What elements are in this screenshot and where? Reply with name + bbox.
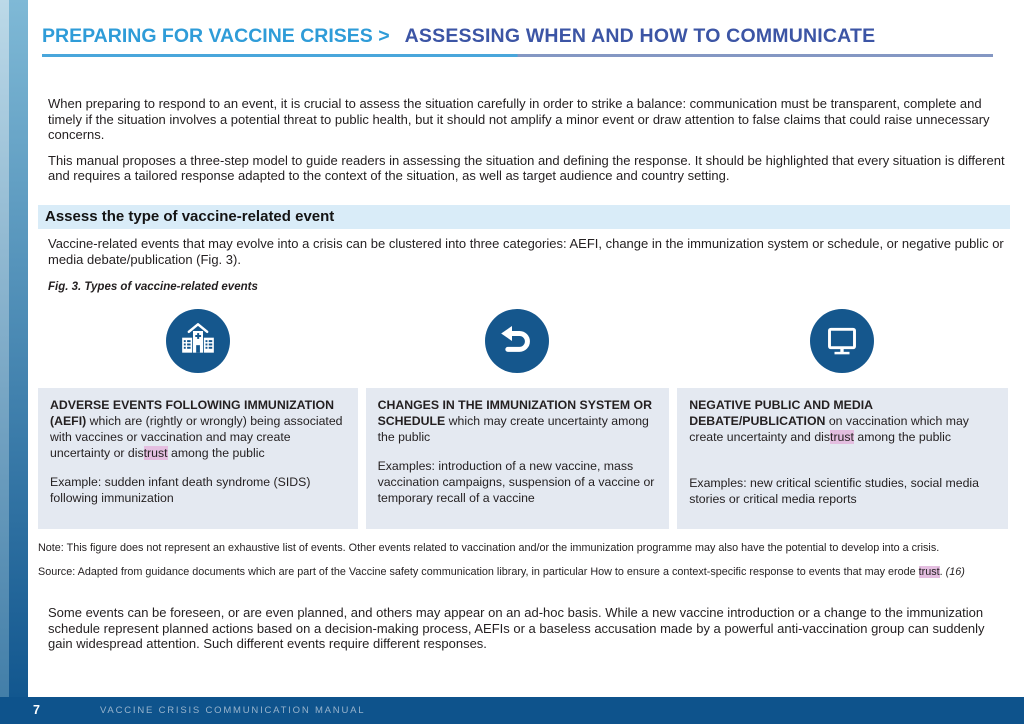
figure-column-aefi — [38, 388, 358, 529]
figure-column-media — [677, 388, 1008, 529]
column-example: Example: sudden infant death syndrome (SIDS) following immunization — [50, 475, 311, 506]
icon-cell-media — [676, 309, 1008, 373]
page-title: ASSESSING WHEN AND HOW TO COMMUNICATE — [404, 25, 876, 47]
figure-column-changes — [366, 388, 670, 529]
column-example: Examples: new critical scientific studies, social media stories or critical media reports — [689, 476, 979, 507]
figure-caption: Fig. 3. Types of vaccine-related events — [48, 281, 258, 294]
highlight-trust: trust — [918, 566, 940, 579]
page-content — [28, 0, 1024, 697]
undo-arrow-icon — [485, 309, 549, 373]
left-gradient-strip-outer — [0, 0, 9, 724]
figure-note: Note: This figure does not represent an exhaustive list of events. Other events related to vaccination and/or the immunization programme may also have the potential to develop into a crisis. — [38, 542, 940, 555]
doc-header — [42, 25, 993, 48]
closing-paragraph: Some events can be foreseen, or are even planned, and others may appear on an ad-hoc basis. While a new vaccine introduction or a change to the immunization schedule represent planned actions based on a decision-making process, AEFIs or a baseless accusation made by a powerful anti-vaccination group can suddenly gain widespread attention. Such different events require different responses. — [48, 605, 985, 652]
column-title: CHANGES IN THE IMMUNIZATION SYSTEM OR SCHEDULE — [377, 398, 652, 429]
column-title: NEGATIVE PUBLIC AND MEDIA DEBATE/PUBLICATION — [689, 398, 873, 429]
header-underline — [42, 54, 993, 57]
monitor-icon — [810, 309, 874, 373]
highlight-trust: trust — [830, 430, 854, 445]
column-text: CHANGES IN THE IMMUNIZATION SYSTEM OR SCHEDULE which may create uncertainty among the public — [377, 398, 652, 445]
footer-bar — [0, 697, 1024, 724]
figure-3 — [38, 309, 1008, 529]
icon-cell-aefi — [38, 309, 358, 373]
icon-cell-changes — [366, 309, 668, 373]
hospital-building-icon — [166, 309, 230, 373]
left-gradient-strip-inner — [9, 0, 28, 724]
figure-source: Source: Adapted from guidance documents which are part of the Vaccine safety communication library, in particular How to ensure a context-specific response to events that may erode trust. (16) — [38, 566, 965, 579]
section-heading: Assess the type of vaccine-related event — [38, 205, 1010, 229]
column-example: Examples: introduction of a new vaccine, mass vaccination campaigns, suspension of a vaccine or temporary recall of a vaccine — [377, 459, 655, 506]
intro-paragraph-2: This manual proposes a three-step model to guide readers in assessing the situation and defining the response. It should be highlighted that every situation is different and requires a tailored response adapted to the context of the situation, as well as target audience and country setting. — [48, 152, 1005, 184]
breadcrumb: PREPARING FOR VACCINE CRISES > — [42, 25, 390, 47]
page-number: 7 — [33, 703, 40, 717]
column-text: ADVERSE EVENTS FOLLOWING IMMUNIZATION (AEFI) which are (rightly or wrongly) being associated with vaccines or vaccination and may create uncertainty or distrust among the public — [50, 398, 343, 461]
figure-columns-row — [38, 388, 1008, 529]
manual-title: VACCINE CRISIS COMMUNICATION MANUAL — [100, 705, 366, 716]
column-text: NEGATIVE PUBLIC AND MEDIA DEBATE/PUBLICATION on vaccination which may create uncertainty and distrust among the public — [689, 398, 969, 445]
intro-paragraph-1: When preparing to respond to an event, it is crucial to assess the situation carefully in order to strike a balance: communication must be transparent, complete and timely if the situation involves a potential threat to public health, but it should not amplify a minor event or draw attention to false claims that could raise unnecessary concerns. — [48, 96, 990, 143]
column-title: ADVERSE EVENTS FOLLOWING IMMUNIZATION (AEFI) — [50, 398, 334, 429]
reference-number: (16) — [942, 566, 965, 579]
figure-icons-row — [38, 309, 1008, 373]
highlight-trust: trust — [143, 446, 168, 461]
section-body-paragraph: Vaccine-related events that may evolve into a crisis can be clustered into three categories: AEFI, change in the immunization system or schedule, or negative public or media debate/publication (Fig. 3). — [48, 235, 1004, 267]
